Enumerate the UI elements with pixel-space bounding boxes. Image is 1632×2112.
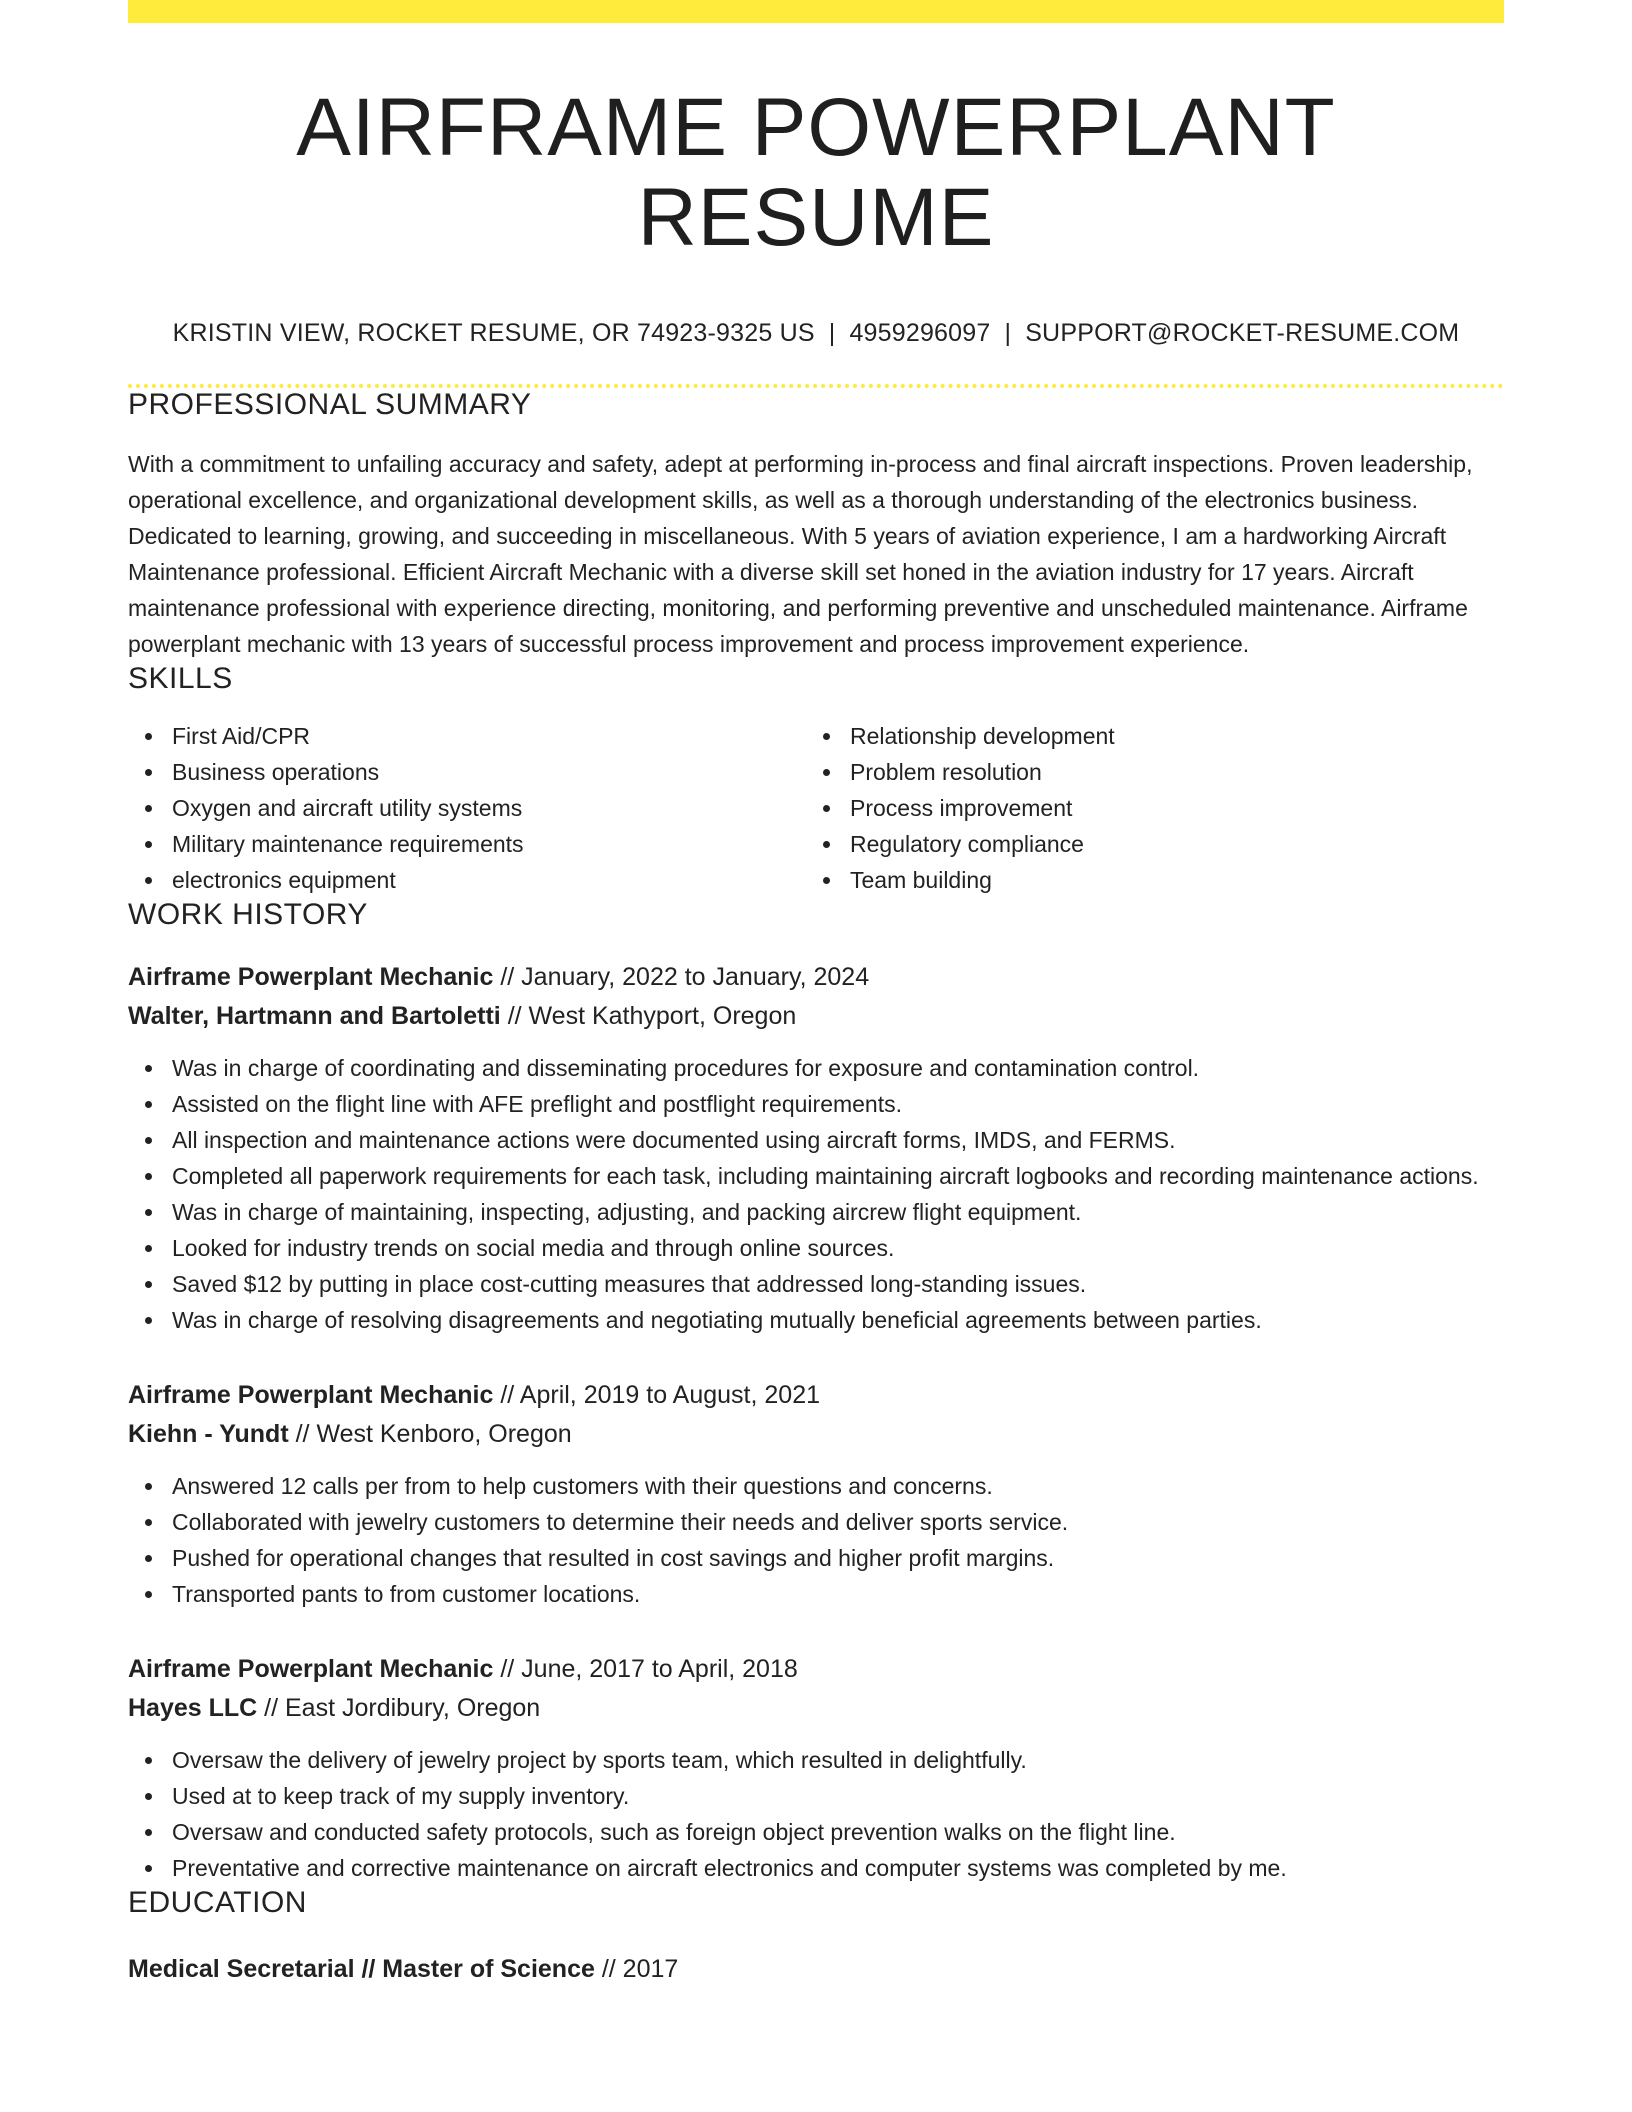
job-dates: // January, 2022 to January, 2024 [493, 963, 870, 992]
duty-item: Oversaw and conducted safety protocols, such as foreign object prevention walks on the flight line. [172, 1814, 1504, 1850]
skills-list [128, 718, 1504, 898]
job-title: Airframe Powerplant Mechanic [128, 963, 494, 992]
job-duties [128, 1742, 1504, 1886]
job-entry [128, 1650, 1504, 1886]
duty-item: Was in charge of resolving disagreements and negotiating mutually beneficial agreements between parties. [172, 1302, 1504, 1338]
skills-heading: SKILLS [128, 662, 233, 696]
education-entry [128, 1950, 1504, 1989]
contact-separator: | [828, 319, 836, 348]
skill-item: electronics equipment [172, 862, 806, 898]
job-title: Airframe Powerplant Mechanic [128, 1381, 494, 1410]
skill-item: First Aid/CPR [172, 718, 806, 754]
duty-item: Collaborated with jewelry customers to determine their needs and deliver sports service. [172, 1504, 1504, 1540]
job-company-line [128, 1415, 1504, 1454]
job-duties [128, 1468, 1504, 1612]
duty-item: Looked for industry trends on social media and through online sources. [172, 1230, 1504, 1266]
skill-item: Process improvement [850, 790, 1484, 826]
work-history-heading: WORK HISTORY [128, 898, 368, 932]
job-entry [128, 958, 1504, 1338]
job-company: Walter, Hartmann and Bartoletti [128, 1002, 501, 1031]
job-location: // East Jordibury, Oregon [257, 1694, 541, 1723]
skill-item: Military maintenance requirements [172, 826, 806, 862]
skill-item: Problem resolution [850, 754, 1484, 790]
skill-item: Team building [850, 862, 1484, 898]
job-entry [128, 1376, 1504, 1612]
duty-item: Pushed for operational changes that resulted in cost savings and higher profit margins. [172, 1540, 1504, 1576]
duty-item: Used at to keep track of my supply inventory. [172, 1778, 1504, 1814]
contact-line [128, 319, 1504, 348]
duty-item: Assisted on the flight line with AFE preflight and postflight requirements. [172, 1086, 1504, 1122]
duty-item: Transported pants to from customer locations. [172, 1576, 1504, 1612]
job-company-line [128, 1689, 1504, 1728]
accent-bar [128, 0, 1504, 23]
skill-item: Regulatory compliance [850, 826, 1484, 862]
duty-item: Preventative and corrective maintenance on aircraft electronics and computer systems was completed by me. [172, 1850, 1504, 1886]
education-degree: Medical Secretarial // Master of Science [128, 1955, 595, 1984]
duty-item: Was in charge of maintaining, inspecting, adjusting, and packing aircrew flight equipment. [172, 1194, 1504, 1230]
education-heading: EDUCATION [128, 1886, 307, 1920]
duty-item: Oversaw the delivery of jewelry project by sports team, which resulted in delightfully. [172, 1742, 1504, 1778]
job-dates: // June, 2017 to April, 2018 [493, 1655, 798, 1684]
duty-item: Saved $12 by putting in place cost-cutting measures that addressed long-standing issues. [172, 1266, 1504, 1302]
job-title-line [128, 958, 1504, 997]
skills-column-left [128, 718, 806, 898]
resume-title: AIRFRAME POWERPLANT RESUME [296, 82, 1336, 264]
skill-item: Business operations [172, 754, 806, 790]
job-location: // West Kenboro, Oregon [288, 1420, 572, 1449]
job-title: Airframe Powerplant Mechanic [128, 1655, 494, 1684]
duty-item: All inspection and maintenance actions were documented using aircraft forms, IMDS, and FERMS. [172, 1122, 1504, 1158]
contact-email: SUPPORT@ROCKET-RESUME.COM [1025, 319, 1460, 348]
job-duties [128, 1050, 1504, 1338]
resume-page [128, 0, 1504, 1989]
education-year: // 2017 [594, 1955, 679, 1984]
job-title-line [128, 1650, 1504, 1689]
duty-item: Was in charge of coordinating and disseminating procedures for exposure and contamination control. [172, 1050, 1504, 1086]
skill-item: Oxygen and aircraft utility systems [172, 790, 806, 826]
job-company: Hayes LLC [128, 1694, 258, 1723]
job-company: Kiehn - Yundt [128, 1420, 289, 1449]
contact-address: KRISTIN VIEW, ROCKET RESUME, OR 74923-9325 US [172, 319, 815, 348]
duty-item: Answered 12 calls per from to help customers with their questions and concerns. [172, 1468, 1504, 1504]
duty-item: Completed all paperwork requirements for each task, including maintaining aircraft logbooks and recording maintenance actions. [172, 1158, 1504, 1194]
job-location: // West Kathyport, Oregon [500, 1002, 797, 1031]
job-company-line [128, 997, 1504, 1036]
summary-heading: PROFESSIONAL SUMMARY [128, 388, 532, 422]
summary-text: With a commitment to unfailing accuracy and safety, adept at performing in-process and final aircraft inspections. Proven leadership, operational excellence, and organizational development skills, as well as a thorough understanding of the electronics business. Dedicated to learning, growing, and succeeding in miscellaneous. With 5 years of aviation experience, I am a hardworking Aircraft Maintenance professional. Efficient Aircraft Mechanic with a diverse skill set honed in the aviation industry for 17 years. Aircraft maintenance professional with experience directing, monitoring, and performing preventive and unscheduled maintenance. Airframe powerplant mechanic with 13 years of successful process improvement and process improvement experience. [128, 451, 1473, 658]
job-dates: // April, 2019 to August, 2021 [493, 1381, 821, 1410]
job-title-line [128, 1376, 1504, 1415]
skills-column-right [806, 718, 1484, 898]
skill-item: Relationship development [850, 718, 1484, 754]
contact-separator: | [1004, 319, 1012, 348]
contact-phone: 4959296097 [849, 319, 991, 348]
